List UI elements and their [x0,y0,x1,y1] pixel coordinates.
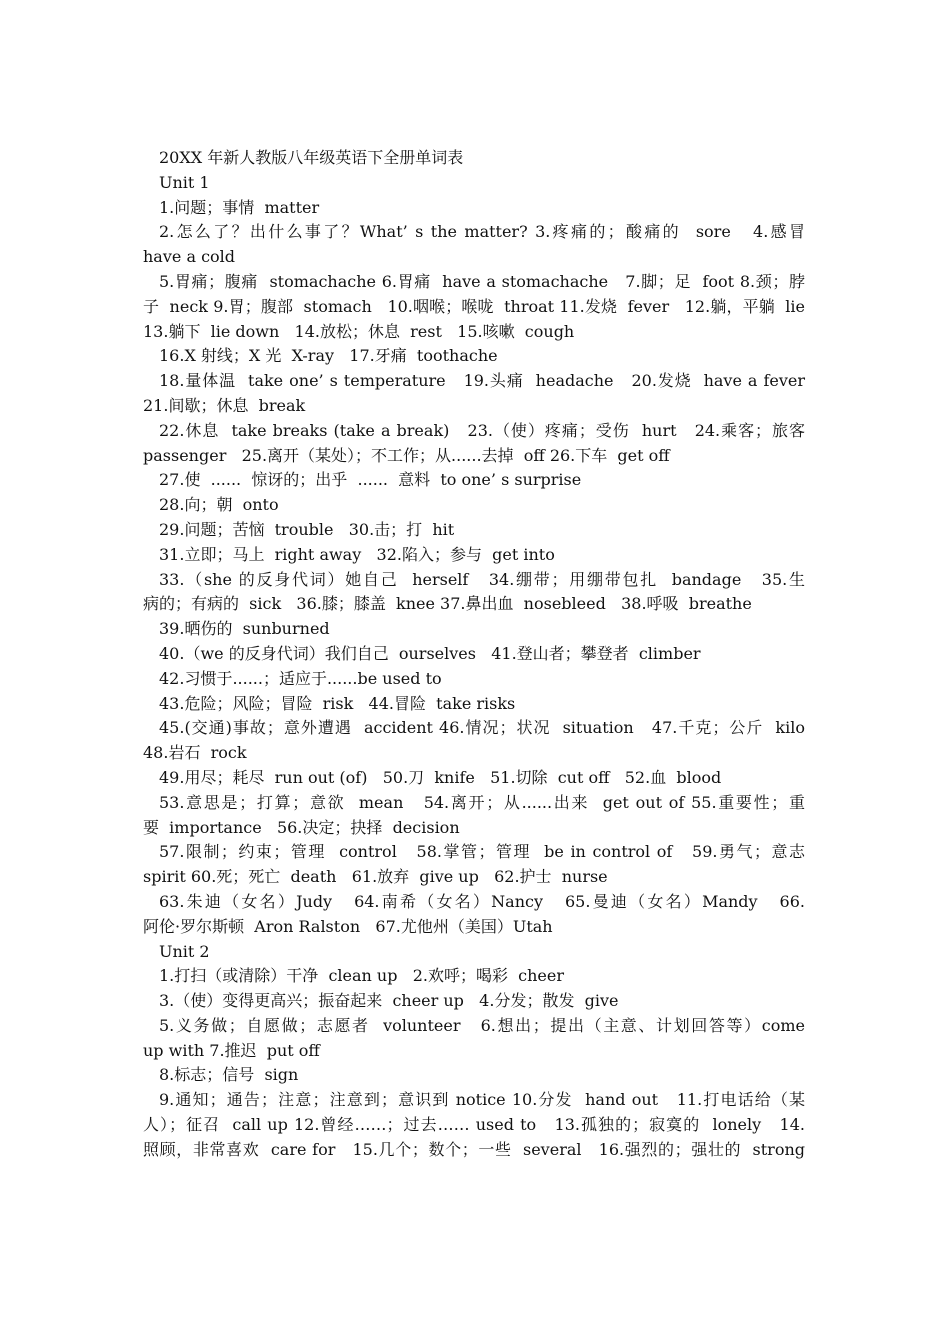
vocabulary-line: 8.标志；信号 sign [159,1065,299,1085]
vocabulary-line: 3.（使）变得更高兴；振奋起来 cheer up 4.分发；散发 give [159,991,619,1011]
vocabulary-line: 子 neck 9.胃；腹部 stomach 10.咽喉；喉咙 throat 11.发烧 fever 12.躺，平躺 lie [143,296,805,316]
vocabulary-line: 16.X 射线；X 光 X-ray 17.牙痛 toothache [159,346,498,366]
vocabulary-line: 照顾，非常喜欢 care for 15.几个；数个；一些 several 16.强烈的；强壮的 strong [143,1139,805,1159]
vocabulary-line: 9.通知；通告；注意；注意到；意识到 notice 10.分发 hand out 11.打电话给（某 [159,1090,805,1110]
vocabulary-line: 2.怎么了？出什么事了？What’ s the matter? 3.疼痛的；酸痛的 sore 4.感冒 [159,222,805,242]
vocabulary-line: 57.限制；约束；管理 control 58.掌管；管理 be in control of 59.勇气；意志 [159,842,805,862]
vocabulary-line: 53.意思是；打算；意欲 mean 54.离开；从......出来 get out of 55.重要性；重 [159,792,805,812]
vocabulary-line: 40.（we 的反身代词）我们自己 ourselves 41.登山者；攀登者 climber [159,643,701,663]
vocabulary-line: passenger 25.离开（某处）；不工作；从......去掉 off 26.下车 get off [143,445,670,465]
vocabulary-line: 42.习惯于......；适应于......be used to [159,668,442,688]
vocabulary-line: spirit 60.死；死亡 death 61.放弃 give up 62.护士 nurse [143,867,608,887]
vocabulary-line: 18.量体温 take one’ s temperature 19.头痛 headache 20.发烧 have a fever [159,371,805,391]
vocabulary-line: 22.休息 take breaks (take a break) 23.（使）疼痛；受伤 hurt 24.乘客；旅客 [159,420,805,440]
document-title: 20XX 年新人教版八年级英语下全册单词表 [159,148,464,167]
vocabulary-line: 病的；有病的 sick 36.膝；膝盖 knee 37.鼻出血 nosebleed 38.呼吸 breathe [143,594,752,614]
vocabulary-line: 1.问题；事情 matter [159,197,320,217]
document-body [143,146,805,1163]
vocabulary-line: 31.立即；马上 right away 32.陷入；参与 get into [159,544,555,564]
vocabulary-line: 39.晒伤的 sunburned [159,619,330,639]
vocabulary-line: 21.间歇；休息 break [143,395,306,415]
unit-heading: Unit 2 [159,941,210,961]
vocabulary-line: 29.问题；苦恼 trouble 30.击；打 hit [159,519,455,539]
vocabulary-line: have a cold [143,247,236,267]
vocabulary-line: 1.打扫（或清除）干净 clean up 2.欢呼；喝彩 cheer [159,966,565,986]
vocabulary-line: 45.(交通)事故；意外遭遇 accident 46.情况；状况 situation 47.千克；公斤 kilo [159,718,805,738]
vocabulary-line: 48.岩石 rock [143,743,247,763]
unit-heading: Unit 1 [159,172,210,192]
vocabulary-line: 49.用尽；耗尽 run out (of) 50.刀 knife 51.切除 cut off 52.血 blood [159,767,722,787]
vocabulary-line: 43.危险；风险；冒险 risk 44.冒险 take risks [159,693,516,713]
vocabulary-line: 5.义务做；自愿做；志愿者 volunteer 6.想出；提出（主意、计划回答等）come [159,1015,805,1035]
vocabulary-line: 阿伦·罗尔斯顿 Aron Ralston 67.尤他州（美国）Utah [143,916,553,936]
vocabulary-line: 人）；征召 call up 12.曾经……；过去…… used to 13.孤独的；寂寞的 lonely 14. [143,1115,805,1135]
vocabulary-line: 要 importance 56.决定；抉择 decision [143,817,460,837]
vocabulary-line: 63.朱迪（女名）Judy 64.南希（女名）Nancy 65.曼迪（女名）Mandy 66. [159,891,805,911]
vocabulary-line: 27.使 ...... 惊讶的；出乎 ...... 意料 to one’ s surprise [159,470,582,490]
vocabulary-list [143,171,805,1163]
vocabulary-line: 28.向；朝 onto [159,495,279,515]
vocabulary-line: 33.（she 的反身代词）她自己 herself 34.绷带；用绷带包扎 bandage 35.生 [159,569,805,589]
vocabulary-line: up with 7.推迟 put off [143,1040,320,1060]
vocabulary-line: 13.躺下 lie down 14.放松；休息 rest 15.咳嗽 cough [143,321,575,341]
vocabulary-line: 5.胃痛；腹痛 stomachache 6.胃痛 have a stomachache 7.脚；足 foot 8.颈；脖 [159,271,805,291]
